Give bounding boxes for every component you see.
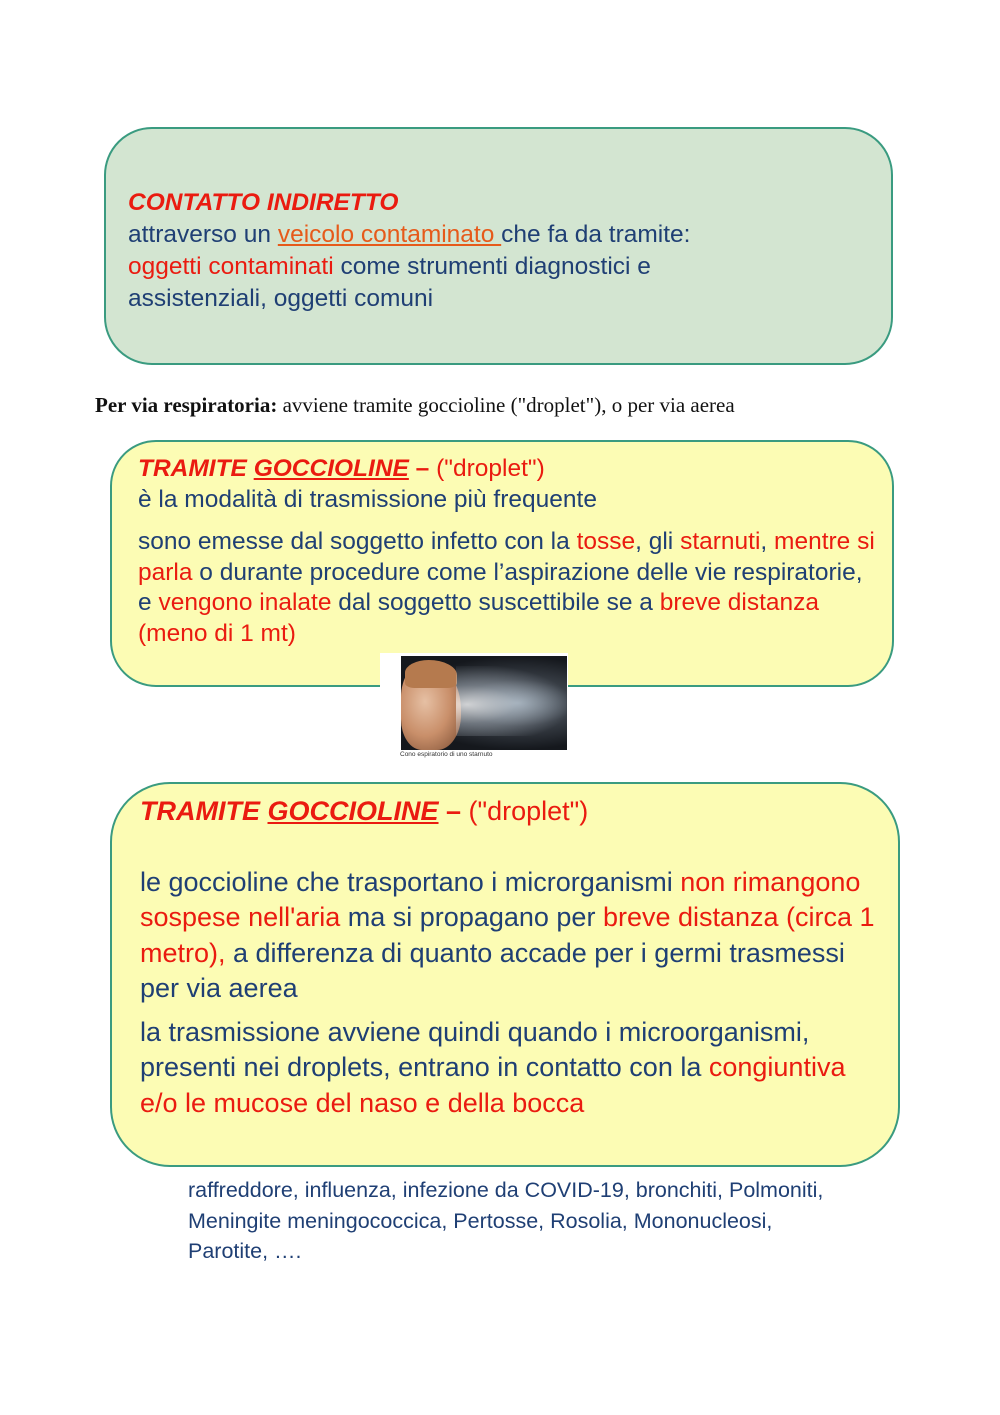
respiratory-intro-label: Per via respiratoria: [95, 393, 278, 417]
spacer [140, 830, 885, 865]
droplet-box-2 [110, 782, 900, 1167]
droplet-box-2-paragraph-1: le goccioline che trasportano i microrganismi non rimangono sospese nell'aria ma si propagano per breve distanza (circa 1 metro), a differenza di quanto accade per i germi trasmessi per via aerea [140, 866, 875, 1003]
indirect-contact-text [128, 187, 690, 315]
droplet-box-2-heading: TRAMITE GOCCIOLINE – ("droplet") [140, 796, 589, 826]
droplet-box-2-paragraph-2: la trasmissione avviene quindi quando i microorganismi, presenti nei droplets, entrano in contatto con la congiuntiva e/o le mucose del naso e della bocca [140, 1016, 846, 1118]
droplet-box-1-line-1: è la modalità di trasmissione più frequente [138, 485, 597, 513]
indirect-contact-line-3: oggetti contaminati come strumenti diagnostici e [128, 253, 651, 280]
droplet-box-2-text [140, 794, 885, 1121]
indirect-contact-box [104, 127, 893, 365]
droplet-box-1-heading: TRAMITE GOCCIOLINE – ("droplet") [138, 455, 545, 482]
contaminated-vehicle-text: veicolo contaminato [277, 221, 502, 248]
disease-list: raffreddore, influenza, infezione da COVID-19, bronchiti, Polmoniti, Meningite meningococcica, Pertosse, Rosolia, Mononucleosi, Parotite, …. [188, 1178, 824, 1263]
sneeze-spray-shape [456, 666, 566, 736]
indirect-contact-line-4: assistenziali, oggetti comuni [128, 285, 434, 312]
sneeze-image [401, 656, 567, 750]
droplet-box-1 [110, 440, 894, 687]
sneeze-photo [380, 653, 568, 761]
sneeze-photo-caption: Cono espiratorio di uno starnuto [400, 751, 493, 758]
droplet-box-1-paragraph: sono emesse dal soggetto infetto con la tosse, gli starnuti, mentre si parla o durante procedure come l’aspirazione delle vie respiratorie, e vengono inalate dal soggetto suscettibile se a breve distanza (meno di 1 mt) [138, 528, 875, 647]
respiratory-intro: Per via respiratoria: avviene tramite goccioline ("droplet"), o per via aerea [95, 393, 735, 417]
person-hair-shape [405, 660, 457, 688]
indirect-contact-title: CONTATTO INDIRETTO [128, 189, 399, 216]
indirect-contact-line-2: attraverso un veicolo contaminato che fa da tramite: [128, 221, 691, 248]
droplet-box-1-text [138, 454, 878, 649]
